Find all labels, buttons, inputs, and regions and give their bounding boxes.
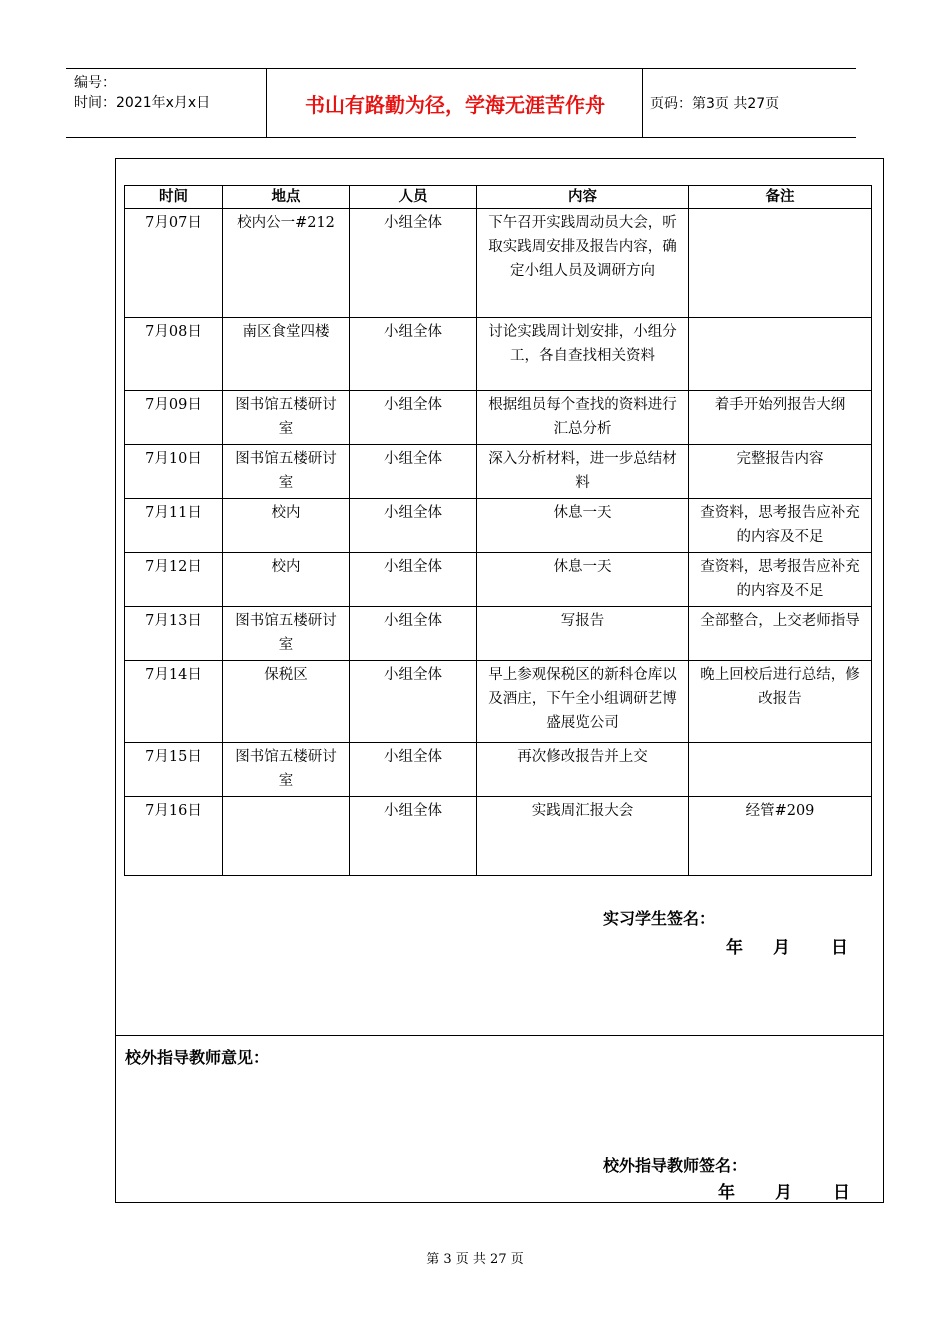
cell-place: 校内公一#212 — [223, 209, 350, 318]
cell-note — [689, 318, 872, 391]
table-row — [125, 743, 872, 797]
schedule-table — [124, 185, 872, 876]
table-row — [125, 499, 872, 553]
table-row — [125, 445, 872, 499]
table-row — [125, 661, 872, 743]
cell-date: 7月16日 — [125, 797, 223, 876]
cell-note: 经管#209 — [689, 797, 872, 876]
cell-people: 小组全体 — [350, 607, 477, 661]
cell-date: 7月13日 — [125, 607, 223, 661]
date-day: 日 — [833, 1183, 850, 1203]
cell-place: 保税区 — [223, 661, 350, 743]
cell-date: 7月08日 — [125, 318, 223, 391]
table-row — [125, 209, 872, 318]
table-row — [125, 391, 872, 445]
cell-note: 全部整合，上交老师指导 — [689, 607, 872, 661]
cell-date: 7月07日 — [125, 209, 223, 318]
cell-content: 休息一天 — [477, 499, 689, 553]
cell-content: 早上参观保税区的新科仓库以及酒庄，下午全小组调研艺博盛展览公司 — [477, 661, 689, 743]
cell-content: 下午召开实践周动员大会，听取实践周安排及报告内容，确定小组人员及调研方向 — [477, 209, 689, 318]
cell-place: 校内 — [223, 499, 350, 553]
cell-note: 查资料，思考报告应补充的内容及不足 — [689, 499, 872, 553]
cell-note: 完整报告内容 — [689, 445, 872, 499]
table-row — [125, 607, 872, 661]
cell-place: 校内 — [223, 553, 350, 607]
cell-people: 小组全体 — [350, 797, 477, 876]
cell-people: 小组全体 — [350, 499, 477, 553]
cell-people: 小组全体 — [350, 318, 477, 391]
date-month: 月 — [775, 1183, 792, 1203]
cell-date: 7月14日 — [125, 661, 223, 743]
cell-people: 小组全体 — [350, 553, 477, 607]
cell-content: 再次修改报告并上交 — [477, 743, 689, 797]
column-header-time: 时间 — [125, 186, 223, 209]
date-year: 年 — [718, 1183, 735, 1203]
cell-people: 小组全体 — [350, 209, 477, 318]
cell-date: 7月12日 — [125, 553, 223, 607]
cell-content: 写报告 — [477, 607, 689, 661]
cell-content: 实践周汇报大会 — [477, 797, 689, 876]
teacher-signature-date — [718, 1178, 858, 1202]
teacher-opinion-label: 校外指导教师意见： — [125, 1048, 270, 1067]
cell-note: 着手开始列报告大纲 — [689, 391, 872, 445]
header-divider-right — [642, 69, 643, 137]
cell-content: 讨论实践周计划安排，小组分工，各自查找相关资料 — [477, 318, 689, 391]
column-header-content: 内容 — [477, 186, 689, 209]
table-header-row — [125, 186, 872, 209]
page-footer: 第 3 页 共 27 页 — [426, 1252, 524, 1267]
cell-people: 小组全体 — [350, 445, 477, 499]
date-month: 月 — [773, 938, 790, 958]
cell-date: 7月09日 — [125, 391, 223, 445]
cell-place: 图书馆五楼研讨室 — [223, 607, 350, 661]
page-header — [66, 68, 856, 138]
date-year: 年 — [726, 938, 743, 958]
cell-date: 7月10日 — [125, 445, 223, 499]
table-row — [125, 553, 872, 607]
header-divider-left — [266, 69, 267, 137]
cell-note: 查资料，思考报告应补充的内容及不足 — [689, 553, 872, 607]
student-signature-date — [726, 933, 856, 957]
teacher-signature-label: 校外指导教师签名： — [603, 1156, 748, 1175]
cell-people: 小组全体 — [350, 743, 477, 797]
cell-date: 7月11日 — [125, 499, 223, 553]
cell-note: 晚上回校后进行总结，修改报告 — [689, 661, 872, 743]
date-day: 日 — [831, 938, 848, 958]
cell-place: 图书馆五楼研讨室 — [223, 391, 350, 445]
section-divider — [116, 1035, 883, 1036]
cell-note — [689, 209, 872, 318]
student-signature-label: 实习学生签名： — [603, 909, 716, 928]
header-page-code: 页码：第3页 共27页 — [650, 96, 780, 112]
cell-people: 小组全体 — [350, 391, 477, 445]
cell-content: 深入分析材料，进一步总结材料 — [477, 445, 689, 499]
cell-content: 根据组员每个查找的资料进行汇总分析 — [477, 391, 689, 445]
cell-place: 图书馆五楼研讨室 — [223, 445, 350, 499]
header-left — [74, 73, 210, 113]
cell-note — [689, 743, 872, 797]
column-header-people: 人员 — [350, 186, 477, 209]
document-time: 时间：2021年x月x日 — [74, 95, 211, 111]
header-motto: 书山有路勤为径，学海无涯苦作舟 — [305, 92, 605, 117]
column-header-place: 地点 — [223, 186, 350, 209]
cell-content: 休息一天 — [477, 553, 689, 607]
column-header-note: 备注 — [689, 186, 872, 209]
cell-place: 图书馆五楼研讨室 — [223, 743, 350, 797]
cell-place: 南区食堂四楼 — [223, 318, 350, 391]
cell-people: 小组全体 — [350, 661, 477, 743]
table-row — [125, 797, 872, 876]
document-number-label: 编号： — [74, 75, 116, 91]
cell-place — [223, 797, 350, 876]
table-row — [125, 318, 872, 391]
cell-date: 7月15日 — [125, 743, 223, 797]
